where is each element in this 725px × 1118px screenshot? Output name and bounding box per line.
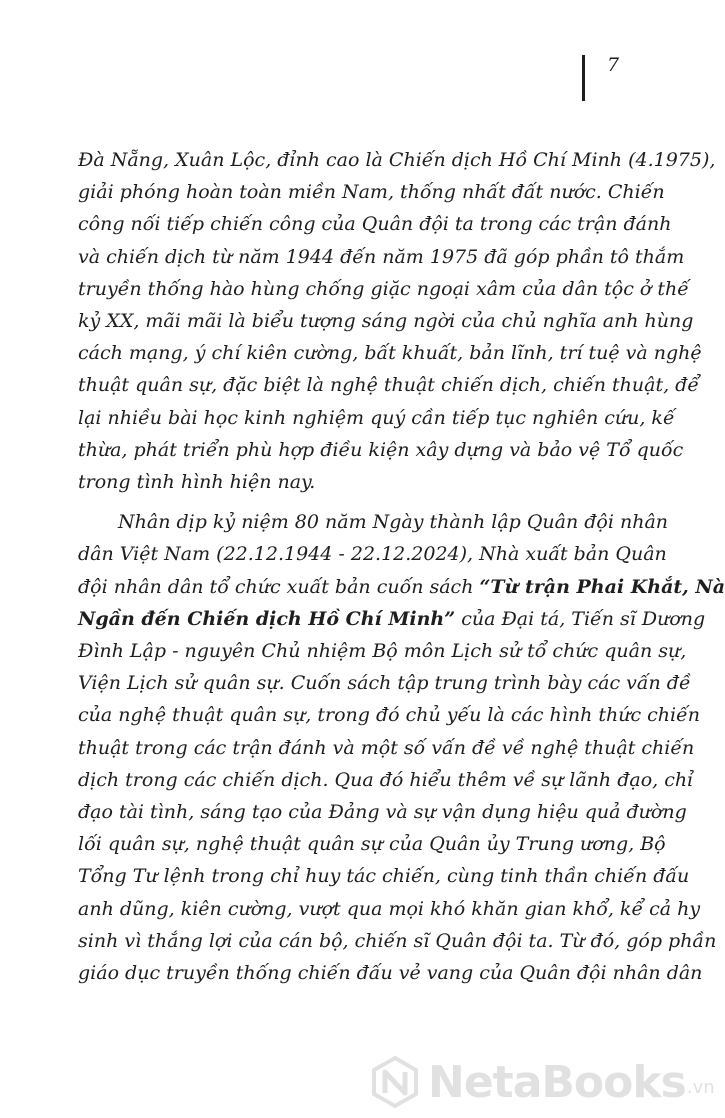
watermark-suffix: .vn [686, 1077, 715, 1098]
text-run: đội nhân dân tổ chức xuất bản cuốn sách [78, 575, 480, 598]
text-line: giáo dục truyền thống chiến đấu vẻ vang của Quân đội nhân dân [78, 962, 703, 985]
text-line: giải phóng hoàn toàn miền Nam, thống nhất đất nước. Chiến [78, 181, 665, 204]
paragraph-2 [78, 506, 725, 989]
text-line [78, 571, 725, 603]
text-line: Đà Nẵng, Xuân Lộc, đỉnh cao là Chiến dịch Hồ Chí Minh (4.1975), [78, 149, 716, 171]
text-line: dịch trong các chiến dịch. Qua đó hiểu thêm về sự lãnh đạo, chỉ [78, 768, 694, 791]
text-line: truyền thống hào hùng chống giặc ngoại xâm của dân tộc ở thế [78, 277, 689, 300]
text-line: thuật quân sự, đặc biệt là nghệ thuật chiến dịch, chiến thuật, để [78, 374, 700, 397]
text-line: của nghệ thuật quân sự, trong đó chủ yếu là các hình thức chiến [78, 704, 701, 727]
text-line: lối quân sự, nghệ thuật quân sự của Quân ủy Trung ương, Bộ [78, 833, 666, 856]
text-line: thừa, phát triển phù hợp điều kiện xây dựng và bảo vệ Tổ quốc [78, 438, 684, 461]
text-line: dân Việt Nam (22.12.1944 - 22.12.2024), Nhà xuất bản Quân [78, 543, 667, 566]
text-line: lại nhiều bài học kinh nghiệm quý cần tiếp tục nghiên cứu, kế [78, 406, 675, 429]
text-line: kỷ XX, mãi mãi là biểu tượng sáng ngời của chủ nghĩa anh hùng [78, 310, 694, 333]
text-line [78, 603, 706, 635]
page-number: 7 [607, 54, 620, 76]
text-line: cách mạng, ý chí kiên cường, bất khuất, bản lĩnh, trí tuệ và nghệ [78, 342, 702, 365]
netabooks-watermark [368, 1052, 715, 1112]
text-line: và chiến dịch từ năm 1944 đến năm 1975 đã góp phần tô thắm [78, 245, 685, 268]
page-number-rule [582, 55, 585, 101]
text-line: Đình Lập - nguyên Chủ nhiệm Bộ môn Lịch sử tổ chức quân sự, [78, 640, 687, 663]
text-line: sinh vì thắng lợi của cán bộ, chiến sĩ Quân đội ta. Từ đó, góp phần [78, 929, 717, 952]
text-line: Tổng Tư lệnh trong chỉ huy tác chiến, cùng tinh thần chiến đấu [78, 865, 690, 888]
paragraph-1 [78, 144, 716, 498]
text-line: công nối tiếp chiến công của Quân đội ta trong các trận đánh [78, 213, 672, 236]
text-line: Nhân dịp kỷ niệm 80 năm Ngày thành lập Quân đội nhân [118, 511, 669, 534]
text-line: đạo tài tình, sáng tạo của Đảng và sự vận dụng hiệu quả đường [78, 801, 687, 824]
watermark-brand: NetaBooks [428, 1056, 686, 1108]
text-run: của Đại tá, Tiến sĩ Dương [455, 607, 706, 630]
body-text [78, 144, 725, 989]
netabooks-n-logo-icon [368, 1055, 422, 1109]
book-title-part-1: “Từ trận Phai Khắt, Nà [479, 575, 725, 598]
text-line: trong tình hình hiện nay. [78, 471, 316, 494]
paragraph-gap [78, 498, 626, 506]
text-line: thuật trong các trận đánh và một số vấn đề về nghệ thuật chiến [78, 736, 695, 759]
text-line: Viện Lịch sử quân sự. Cuốn sách tập trung trình bày các vấn đề [78, 672, 691, 695]
text-line: anh dũng, kiên cường, vượt qua mọi khó khăn gian khổ, kể cả hy [78, 897, 701, 920]
book-title-part-2: Ngần đến Chiến dịch Hồ Chí Minh” [78, 607, 456, 630]
